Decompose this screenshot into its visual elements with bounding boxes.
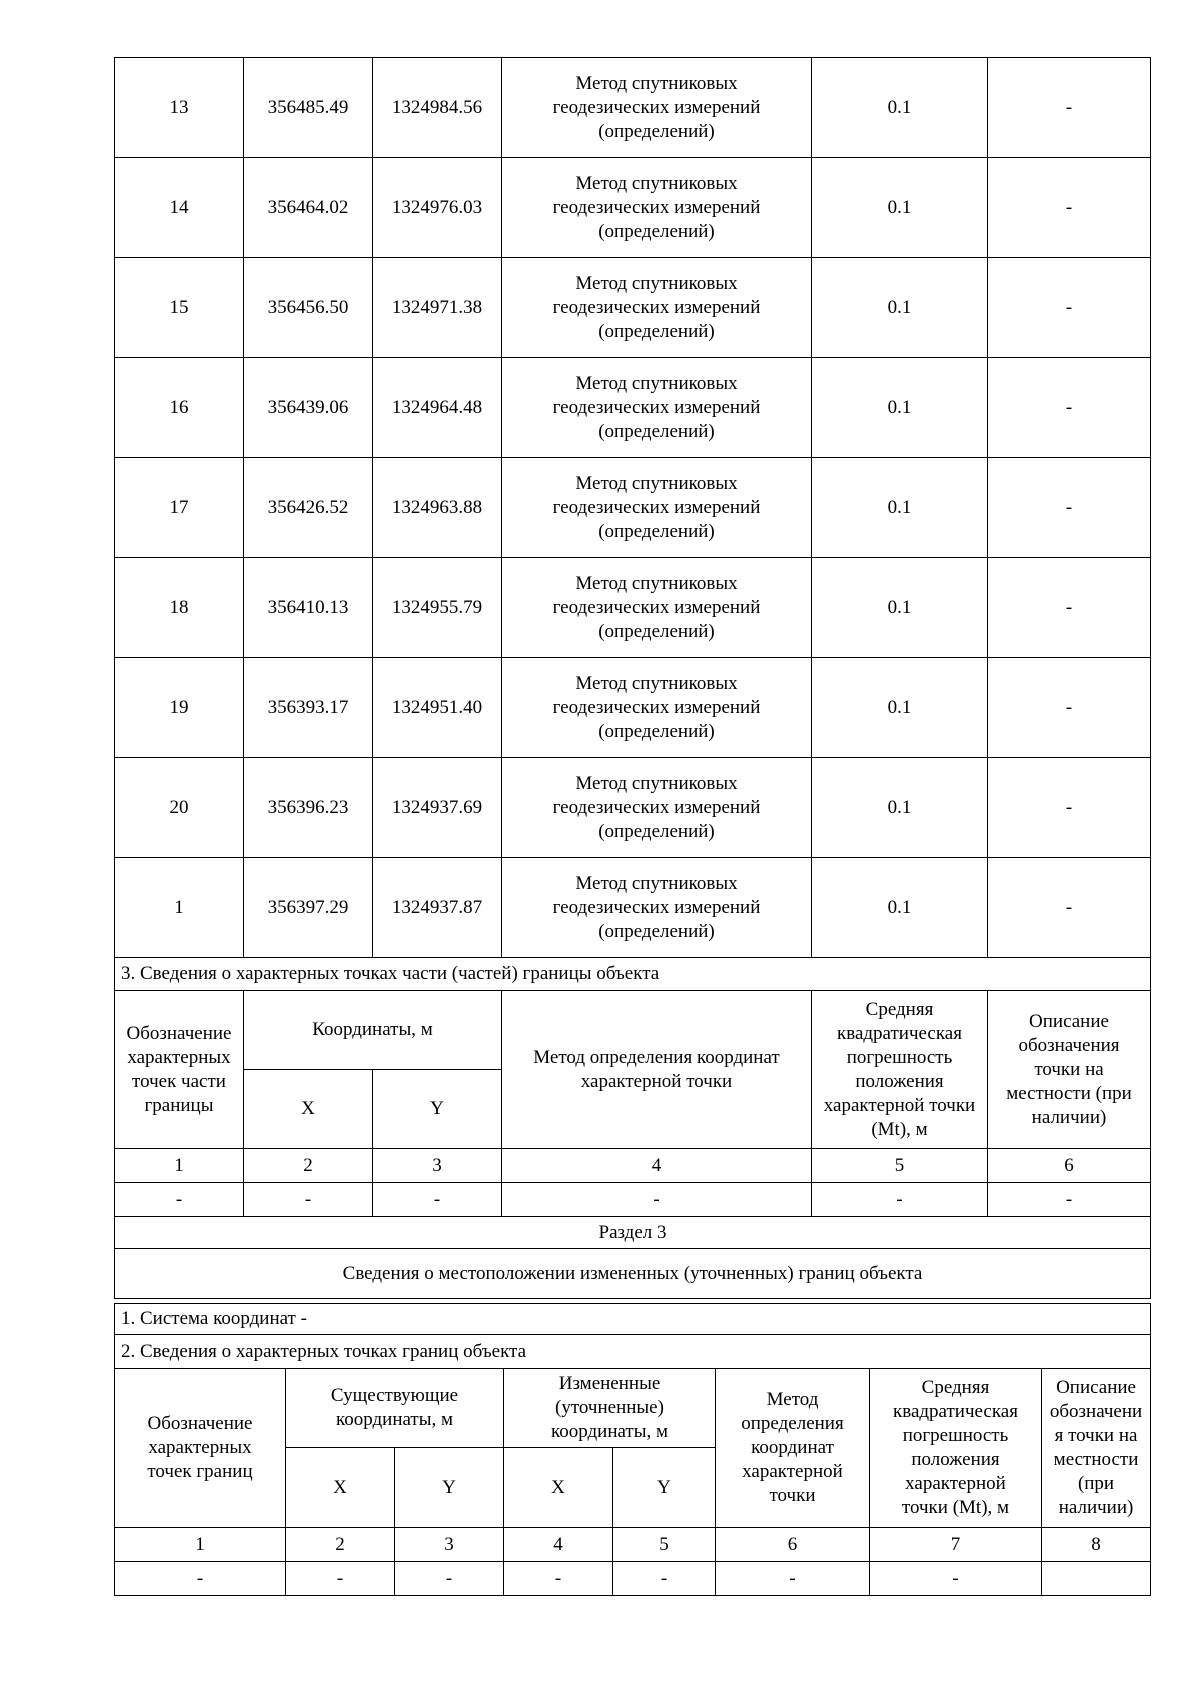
point-accuracy: 0.1 (812, 358, 988, 458)
empty-cell (1042, 1562, 1151, 1596)
header-method: Метод определения координат характерной точки (716, 1369, 870, 1528)
point-y: 1324955.79 (373, 558, 502, 658)
parts-header-designation: Обозначение характерных точек части границы (115, 991, 244, 1149)
point-x: 356396.23 (244, 758, 373, 858)
col-number: 4 (504, 1528, 613, 1562)
header-description: Описание обозначени я точки на местности (при наличии) (1042, 1369, 1151, 1528)
point-accuracy: 0.1 (812, 158, 988, 258)
col-number: 3 (395, 1528, 504, 1562)
col-number: 6 (716, 1528, 870, 1562)
point-number: 15 (115, 258, 244, 358)
empty-cell: - (395, 1562, 504, 1596)
header-changed-x: X (504, 1448, 613, 1528)
point-x: 356393.17 (244, 658, 373, 758)
section3-title: Сведения о местоположении измененных (уточненных) границ объекта (115, 1249, 1151, 1299)
point-description: - (988, 58, 1151, 158)
parts-empty-cell: - (812, 1183, 988, 1217)
points-table-body (115, 58, 1151, 958)
point-description: - (988, 158, 1151, 258)
point-accuracy: 0.1 (812, 858, 988, 958)
parts-header-accuracy: Средняя квадратическая погрешность положения характерной точки (Mt), м (812, 991, 988, 1149)
header-existing-coordinates: Существующие координаты, м (286, 1369, 504, 1448)
point-description: - (988, 358, 1151, 458)
col-number: 7 (870, 1528, 1042, 1562)
point-number: 1 (115, 858, 244, 958)
col-number: 1 (115, 1528, 286, 1562)
empty-cell: - (504, 1562, 613, 1596)
point-row (115, 58, 1151, 158)
col-number: 8 (1042, 1528, 1151, 1562)
col-number: 5 (613, 1528, 716, 1562)
changed-boundaries-table (114, 1303, 1151, 1596)
point-row (115, 558, 1151, 658)
point-x: 356397.29 (244, 858, 373, 958)
point-row (115, 458, 1151, 558)
point-x: 356410.13 (244, 558, 373, 658)
boundary-points-title: 2. Сведения о характерных точках границ объекта (115, 1335, 1151, 1369)
parts-empty-cell: - (502, 1183, 812, 1217)
point-row (115, 258, 1151, 358)
point-method: Метод спутниковых геодезических измерений (определений) (502, 658, 812, 758)
point-accuracy: 0.1 (812, 558, 988, 658)
point-accuracy: 0.1 (812, 58, 988, 158)
point-method: Метод спутниковых геодезических измерений (определений) (502, 58, 812, 158)
point-y: 1324937.69 (373, 758, 502, 858)
point-row (115, 658, 1151, 758)
point-description: - (988, 458, 1151, 558)
point-number: 20 (115, 758, 244, 858)
parts-empty-cell: - (373, 1183, 502, 1217)
point-method: Метод спутниковых геодезических измерений (определений) (502, 258, 812, 358)
point-x: 356439.06 (244, 358, 373, 458)
point-y: 1324971.38 (373, 258, 502, 358)
point-y: 1324984.56 (373, 58, 502, 158)
empty-cell: - (613, 1562, 716, 1596)
point-y: 1324937.87 (373, 858, 502, 958)
points-table (114, 57, 1151, 1299)
empty-cell: - (115, 1562, 286, 1596)
point-number: 13 (115, 58, 244, 158)
point-accuracy: 0.1 (812, 758, 988, 858)
point-method: Метод спутниковых геодезических измерений (определений) (502, 758, 812, 858)
section3-label: Раздел 3 (115, 1217, 1151, 1249)
point-x: 356485.49 (244, 58, 373, 158)
point-y: 1324976.03 (373, 158, 502, 258)
point-description: - (988, 258, 1151, 358)
point-accuracy: 0.1 (812, 258, 988, 358)
parts-section-title: 3. Сведения о характерных точках части (частей) границы объекта (115, 958, 1151, 991)
header-changed-coordinates: Измененные (уточненные) координаты, м (504, 1369, 716, 1448)
parts-col-number: 5 (812, 1149, 988, 1183)
parts-header-method: Метод определения координат характерной точки (502, 991, 812, 1149)
point-x: 356456.50 (244, 258, 373, 358)
parts-col-number: 4 (502, 1149, 812, 1183)
parts-empty-cell: - (988, 1183, 1151, 1217)
point-number: 17 (115, 458, 244, 558)
point-number: 18 (115, 558, 244, 658)
empty-cell: - (870, 1562, 1042, 1596)
header-existing-y: Y (395, 1448, 504, 1528)
header-changed-y: Y (613, 1448, 716, 1528)
point-method: Метод спутниковых геодезических измерений (определений) (502, 458, 812, 558)
point-x: 356426.52 (244, 458, 373, 558)
document-page (114, 57, 1150, 1596)
parts-col-number: 3 (373, 1149, 502, 1183)
point-method: Метод спутниковых геодезических измерений (определений) (502, 858, 812, 958)
point-method: Метод спутниковых геодезических измерений (определений) (502, 558, 812, 658)
col-number: 2 (286, 1528, 395, 1562)
point-row (115, 758, 1151, 858)
point-number: 14 (115, 158, 244, 258)
empty-cell: - (286, 1562, 395, 1596)
point-method: Метод спутниковых геодезических измерений (определений) (502, 158, 812, 258)
point-row (115, 158, 1151, 258)
point-x: 356464.02 (244, 158, 373, 258)
header-designation: Обозначение характерных точек границ (115, 1369, 286, 1528)
point-accuracy: 0.1 (812, 658, 988, 758)
parts-header-x: X (244, 1070, 373, 1149)
point-method: Метод спутниковых геодезических измерений (определений) (502, 358, 812, 458)
header-existing-x: X (286, 1448, 395, 1528)
point-description: - (988, 758, 1151, 858)
parts-header-coordinates: Координаты, м (244, 991, 502, 1070)
point-description: - (988, 858, 1151, 958)
point-row (115, 358, 1151, 458)
point-y: 1324964.48 (373, 358, 502, 458)
point-y: 1324963.88 (373, 458, 502, 558)
parts-header-description: Описание обозначения точки на местности (при наличии) (988, 991, 1151, 1149)
point-accuracy: 0.1 (812, 458, 988, 558)
point-number: 16 (115, 358, 244, 458)
parts-col-number: 1 (115, 1149, 244, 1183)
point-number: 19 (115, 658, 244, 758)
coordinate-system-row: 1. Система координат - (115, 1304, 1151, 1335)
point-description: - (988, 658, 1151, 758)
point-y: 1324951.40 (373, 658, 502, 758)
parts-col-number: 2 (244, 1149, 373, 1183)
point-description: - (988, 558, 1151, 658)
parts-empty-cell: - (244, 1183, 373, 1217)
point-row (115, 858, 1151, 958)
empty-cell: - (716, 1562, 870, 1596)
parts-col-number: 6 (988, 1149, 1151, 1183)
parts-header-y: Y (373, 1070, 502, 1149)
header-accuracy: Средняя квадратическая погрешность положения характерной точки (Mt), м (870, 1369, 1042, 1528)
parts-empty-cell: - (115, 1183, 244, 1217)
